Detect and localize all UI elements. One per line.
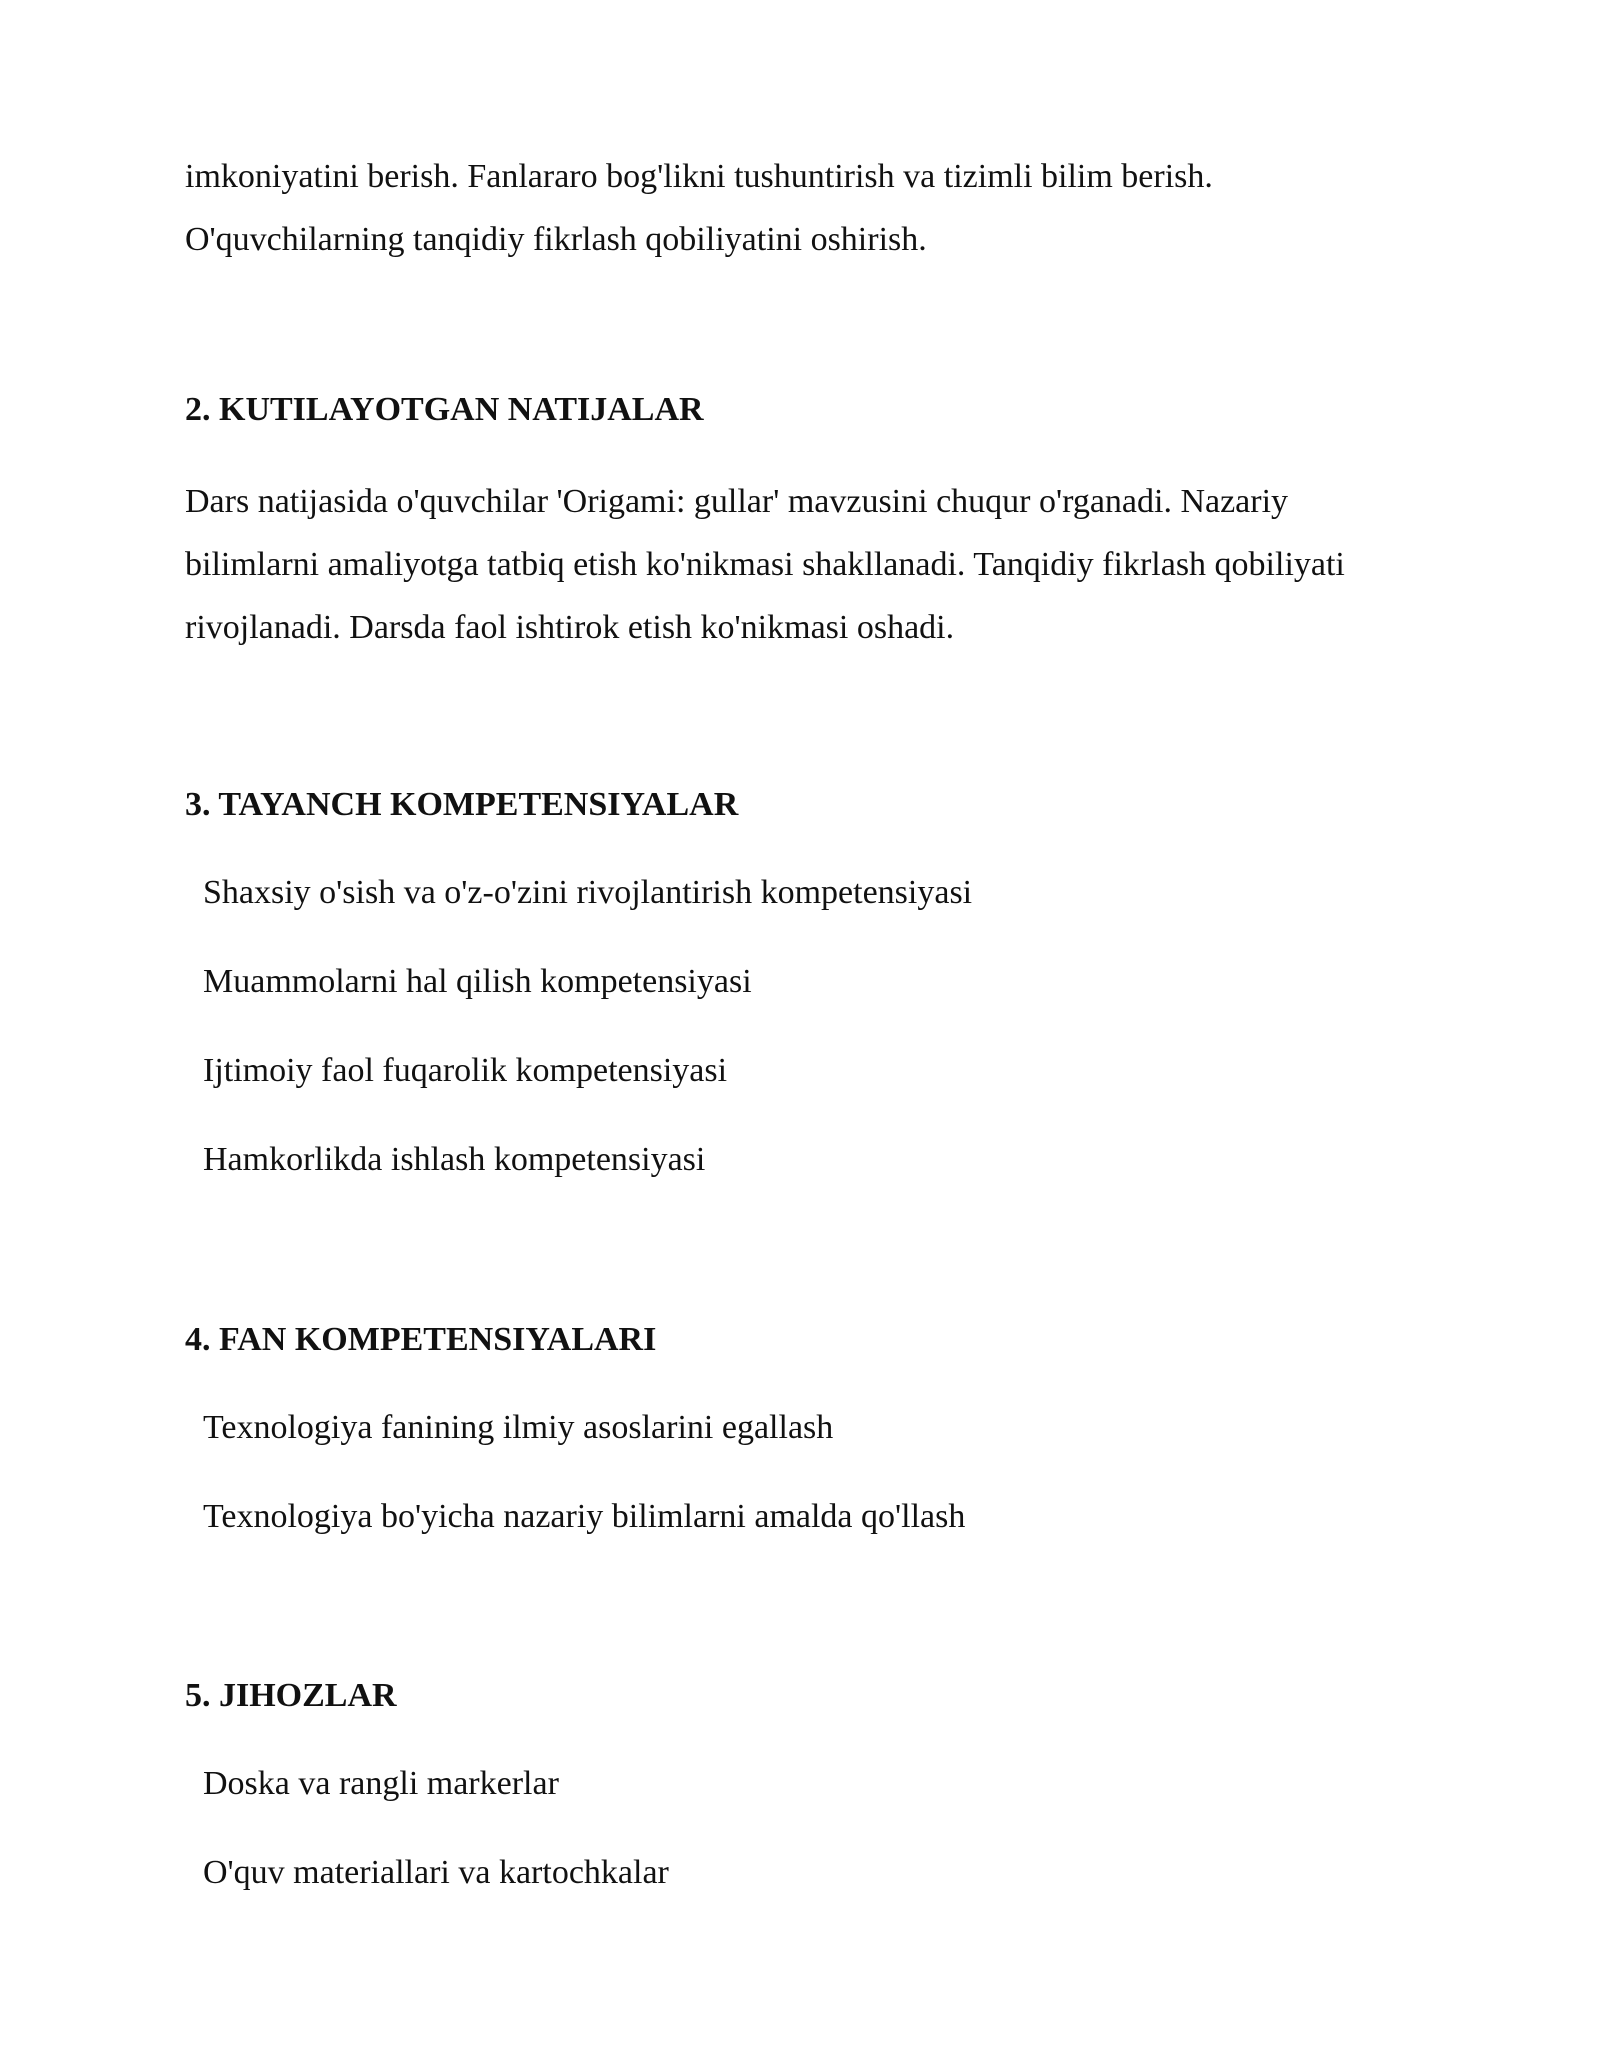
list-item: Hamkorlikda ishlash kompetensiyasi <box>203 1141 706 1178</box>
list-item: Ijtimoiy faol fuqarolik kompetensiyasi <box>203 1052 728 1089</box>
natijalar-paragraph: Dars natijasida o'quvchilar 'Origami: gullar' mavzusini chuqur o'rganadi. Nazariy bilimlarni amaliyotga tatbiq etish ko'nikmasi shakllanadi. Tanqidiy fikrlash qobiliyati rivojlanadi. Darsda faol ishtirok etish ko'nikmasi oshadi. <box>185 483 1345 646</box>
list-item: O'quv materiallari va kartochkalar <box>203 1854 669 1891</box>
section-heading-tayanch-kompetensiyalar: 3. TAYANCH KOMPETENSIYALAR <box>185 786 739 823</box>
section-heading-jihozlar: 5. JIHOZLAR <box>185 1677 397 1714</box>
list-item: Texnologiya fanining ilmiy asoslarini egallash <box>203 1409 834 1446</box>
list-item: Muammolarni hal qilish kompetensiyasi <box>203 963 752 1000</box>
tayanch-kompetensiyalar-list <box>203 873 972 1229</box>
list-item: Doska va rangli markerlar <box>203 1765 559 1802</box>
list-item: Texnologiya bo'yicha nazariy bilimlarni amalda qo'llash <box>203 1498 966 1535</box>
intro-paragraph: imkoniyatini berish. Fanlararo bog'likni tushuntirish va tizimli bilim berish. O'quvchilarning tanqidiy fikrlash qobiliyatini oshirish. <box>185 158 1213 258</box>
fan-kompetensiyalari-list <box>203 1408 965 1586</box>
section-heading-fan-kompetensiyalari: 4. FAN KOMPETENSIYALARI <box>185 1321 657 1358</box>
list-item: Shaxsiy o'sish va o'z-o'zini rivojlantirish kompetensiyasi <box>203 874 973 911</box>
jihozlar-list <box>203 1764 669 1942</box>
section-heading-natijalar: 2. KUTILAYOTGAN NATIJALAR <box>185 391 704 428</box>
